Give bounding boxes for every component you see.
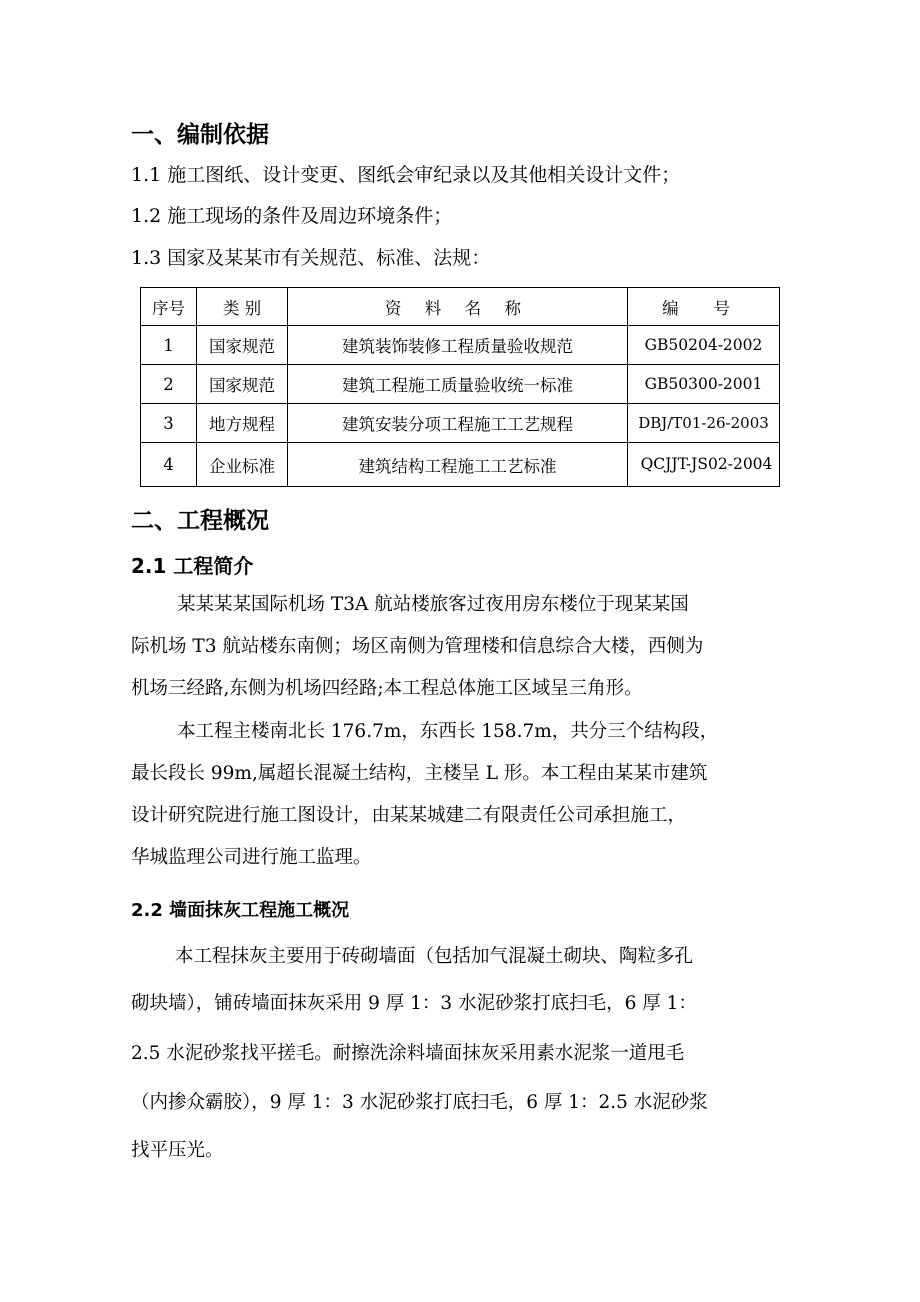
cell-name: 建筑结构工程施工工艺标准 <box>288 443 628 487</box>
cell-code: QCJJT-JS02-2004 <box>628 443 780 487</box>
cell-name: 建筑安装分项工程施工工艺规程 <box>288 404 628 443</box>
intro-para2-line4: 华城监理公司进行施工监理。 <box>131 847 372 868</box>
plaster-para-line1: 本工程抹灰主要用于砖砌墙面（包括加气混凝土砌块、陶粒多孔 <box>175 946 694 967</box>
table-row <box>141 326 780 365</box>
table-row <box>141 404 780 443</box>
intro-para2-line2: 最长段长 99m,属超长混凝土结构，主楼呈 L 形。本工程由某某市建筑 <box>131 763 708 784</box>
intro-para1-line2: 际机场 T3 航站楼东南侧；场区南侧为管理楼和信息综合大楼，西侧为 <box>131 636 704 657</box>
plaster-para-line4: （内掺众霸胶），9 厚 1：3 水泥砂浆打底扫毛，6 厚 1：2.5 水泥砂浆 <box>131 1092 708 1113</box>
cell-category: 地方规程 <box>197 404 288 443</box>
subsection-2-1-title: 2.1 工程简介 <box>131 554 254 578</box>
cell-code: GB50204-2002 <box>628 326 780 365</box>
cell-code: GB50300-2001 <box>628 365 780 404</box>
cell-name: 建筑工程施工质量验收统一标准 <box>288 365 628 404</box>
plaster-para-line3: 2.5 水泥砂浆找平搓毛。耐擦洗涂料墙面抹灰采用素水泥浆一道甩毛 <box>131 1043 685 1064</box>
cell-category: 企业标准 <box>197 443 288 487</box>
table-header-row <box>141 288 780 326</box>
intro-para2-line1: 本工程主楼南北长 176.7m，东西长 158.7m，共分三个结构段， <box>177 721 719 742</box>
subsection-2-2-title: 2.2 墙面抹灰工程施工概况 <box>131 900 350 921</box>
header-name: 资 料 名 称 <box>288 288 628 326</box>
basis-item-2: 1.2 施工现场的条件及周边环境条件； <box>131 205 453 227</box>
basis-item-3: 1.3 国家及某某市有关规范、标准、法规： <box>131 247 491 269</box>
cell-no: 3 <box>141 404 197 443</box>
intro-para2-line3: 设计研究院进行施工图设计，由某某城建二有限责任公司承担施工， <box>131 805 687 826</box>
cell-no: 2 <box>141 365 197 404</box>
cell-category: 国家规范 <box>197 326 288 365</box>
cell-name: 建筑装饰装修工程质量验收规范 <box>288 326 628 365</box>
standards-table <box>140 287 780 487</box>
header-no: 序号 <box>141 288 197 326</box>
cell-no: 1 <box>141 326 197 365</box>
plaster-para-line2: 砌块墙），铺砖墙面抹灰采用 9 厚 1：3 水泥砂浆打底扫毛，6 厚 1： <box>131 993 697 1014</box>
intro-para1-line1: 某某某某国际机场 T3A 航站楼旅客过夜用房东楼位于现某某国 <box>177 594 689 615</box>
cell-no: 4 <box>141 443 197 487</box>
cell-code: DBJ/T01-26-2003 <box>628 404 780 443</box>
section-2-title: 二、工程概况 <box>131 508 269 534</box>
table-row <box>141 443 780 487</box>
header-category: 类 别 <box>197 288 288 326</box>
basis-item-1: 1.1 施工图纸、设计变更、图纸会审纪录以及其他相关设计文件； <box>131 164 681 186</box>
header-code: 编 号 <box>628 288 780 326</box>
cell-category: 国家规范 <box>197 365 288 404</box>
intro-para1-line3: 机场三经路,东侧为机场四经路;本工程总体施工区域呈三角形。 <box>131 678 643 699</box>
table-row <box>141 365 780 404</box>
plaster-para-line5: 找平压光。 <box>131 1140 224 1161</box>
section-1-title: 一、编制依据 <box>131 122 269 148</box>
